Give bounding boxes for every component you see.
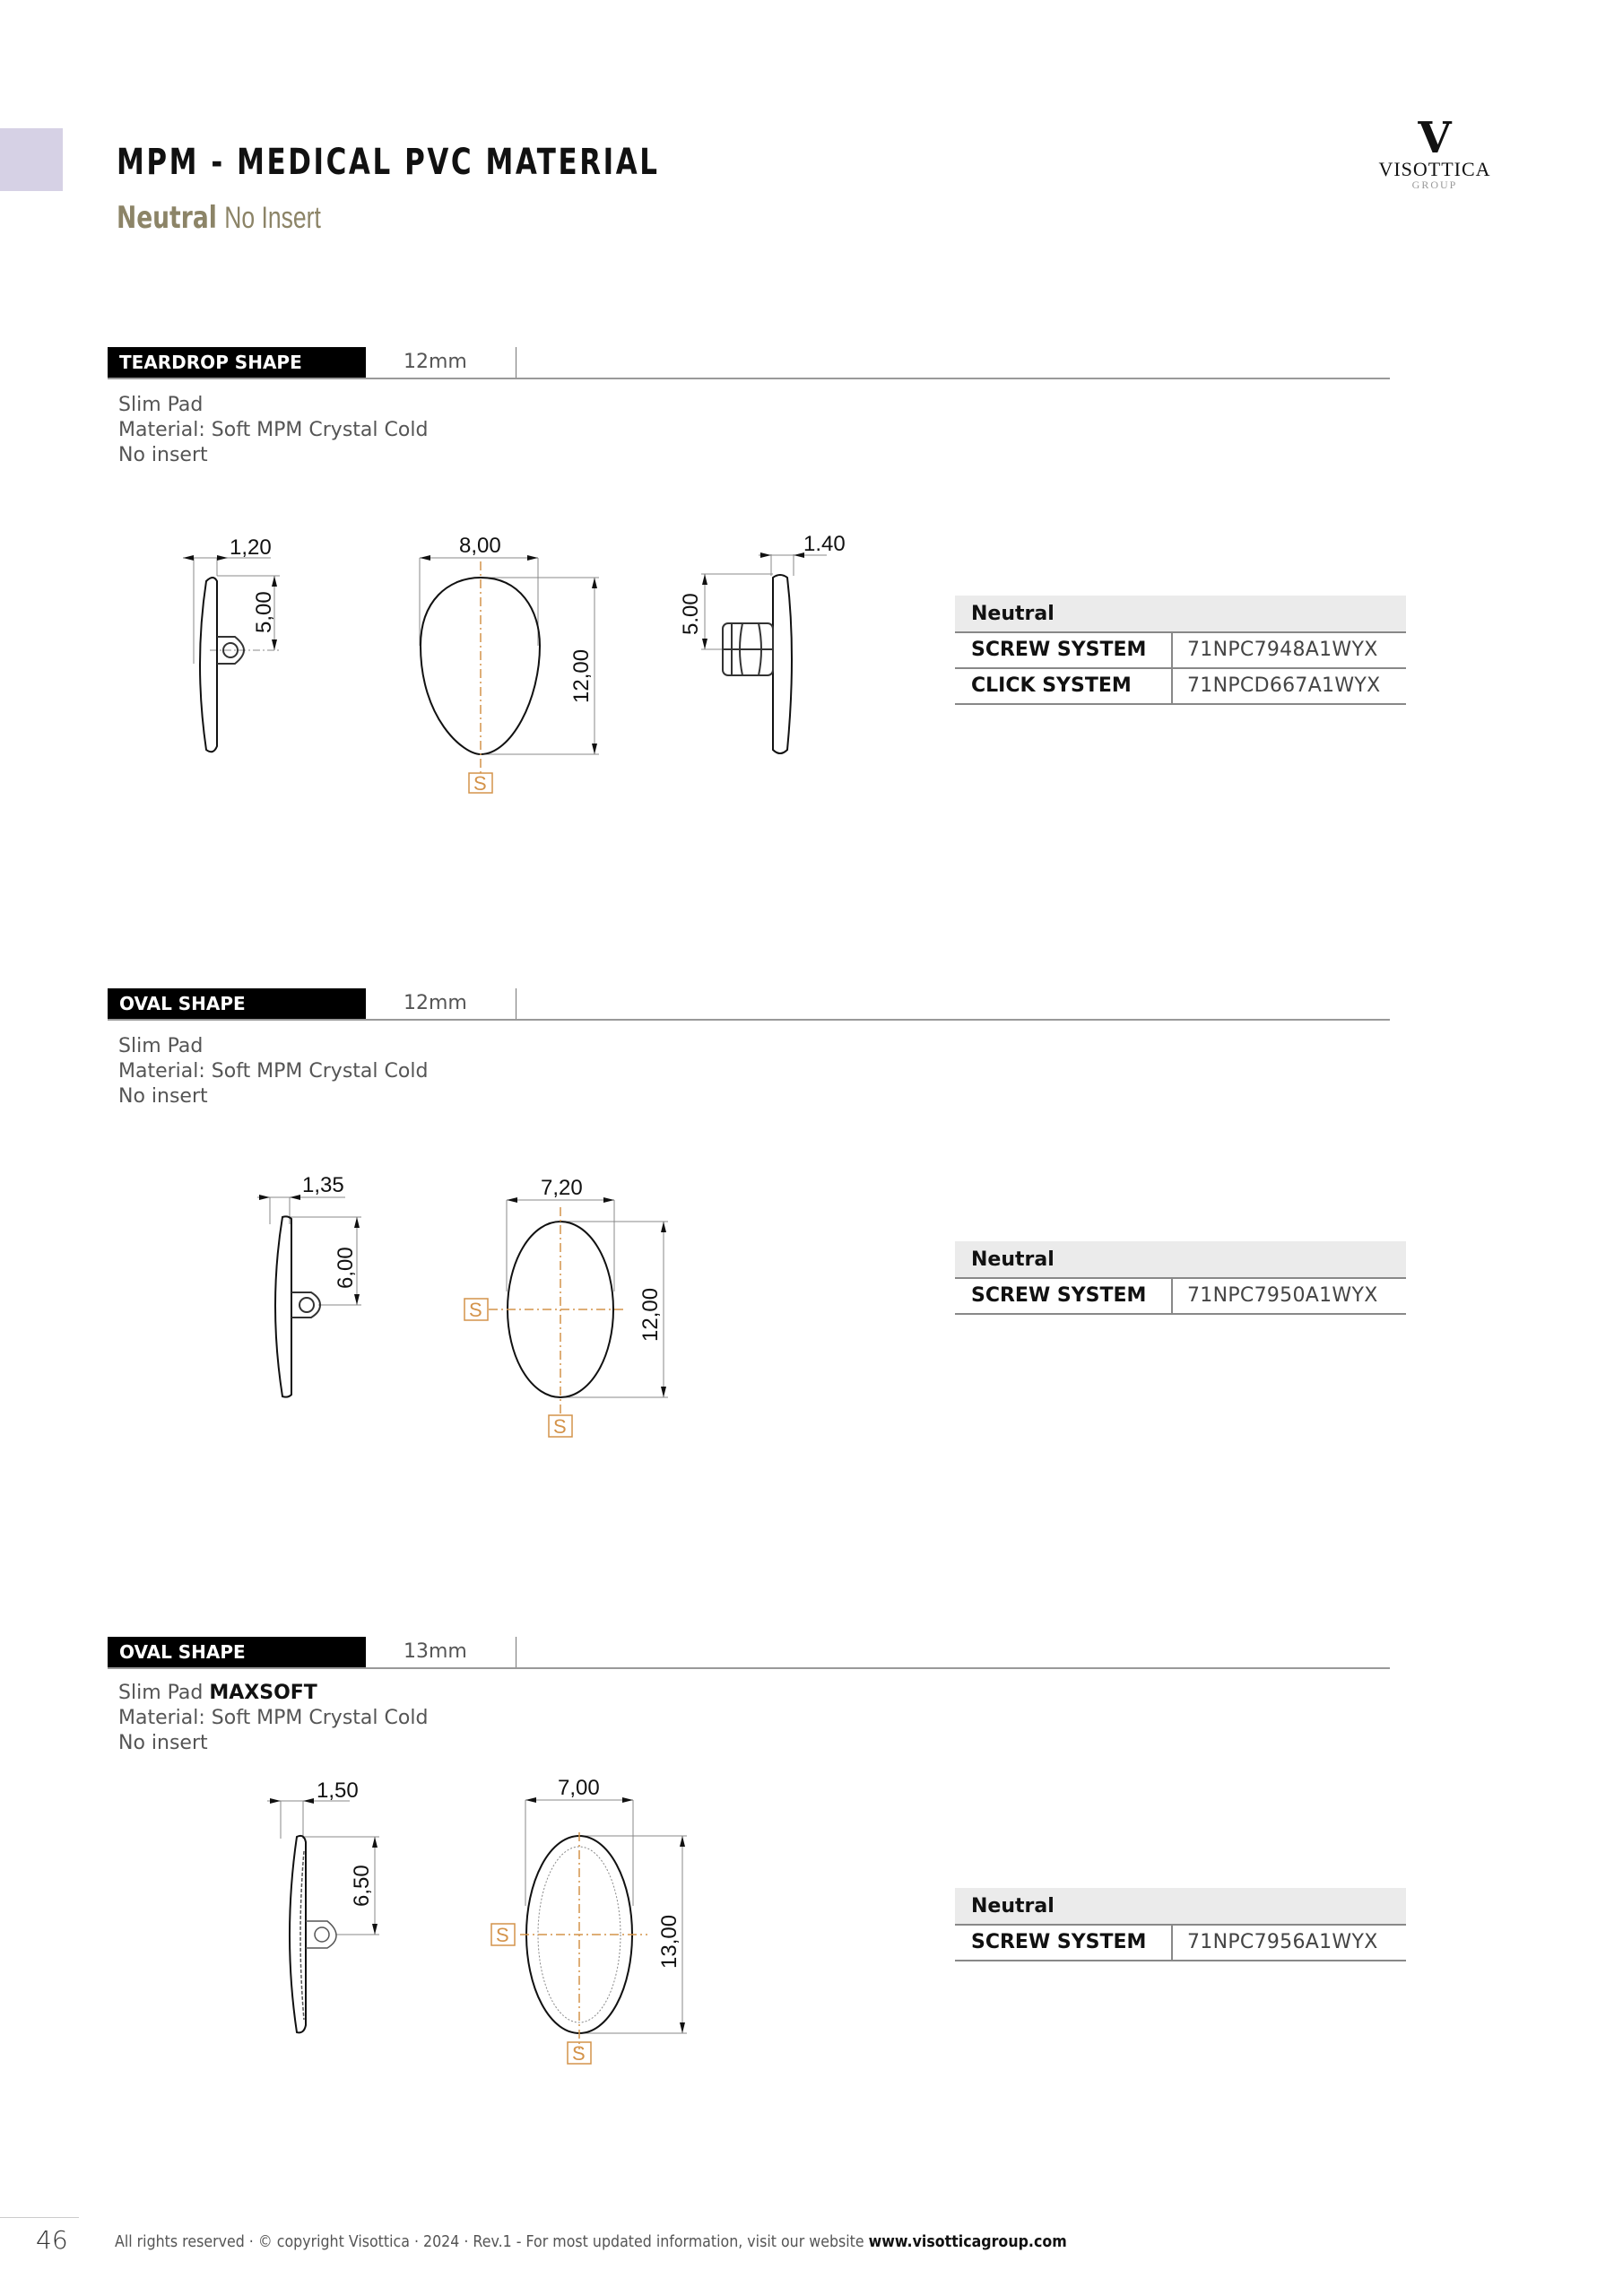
section-description (118, 1681, 428, 1756)
page-title: MPM - MEDICAL PVC MATERIAL (117, 142, 660, 183)
spec-table-oval-12 (955, 1241, 1406, 1315)
insert: No insert (118, 1085, 208, 1108)
material: Material: Soft MPM Crystal Cold (118, 1060, 429, 1083)
pad-type: Slim Pad (118, 1035, 204, 1057)
footer-text: All rights reserved · © copyright Visottica · 2024 · Rev.1 - For most updated information, visit our website (115, 2232, 869, 2251)
section-size: 12mm (404, 992, 467, 1014)
table-row (955, 669, 1406, 705)
page-subtitle (117, 200, 321, 236)
footer-rule (0, 2217, 79, 2218)
insert: No insert (118, 1732, 208, 1754)
section-size: 13mm (404, 1640, 467, 1663)
s-marker: S (572, 2042, 586, 2065)
system-type: SCREW SYSTEM (955, 1279, 1173, 1313)
material: Material: Soft MPM Crystal Cold (118, 419, 429, 441)
insert: No insert (118, 444, 208, 466)
dim-click-height: 5.00 (679, 593, 703, 635)
system-type: CLICK SYSTEM (955, 669, 1173, 703)
section-rule (108, 378, 1390, 379)
s-marker: S (496, 1924, 509, 1946)
dim-front-height: 13,00 (657, 1914, 681, 1969)
dim-front-height: 12,00 (638, 1287, 663, 1342)
dim-side-thickness: 1,50 (317, 1779, 359, 1803)
dim-front-width: 8,00 (459, 534, 501, 558)
page-number: 46 (36, 2225, 68, 2255)
pad-type: Slim Pad (118, 1682, 204, 1704)
oval13-side-view-drawing (265, 1779, 390, 2054)
s-marker: S (469, 1299, 482, 1321)
table-row (955, 1279, 1406, 1315)
s-marker: S (553, 1415, 567, 1438)
pad-variant: MAXSOFT (209, 1682, 317, 1704)
teardrop-side-view-drawing (170, 535, 305, 771)
page-tab-marker (0, 128, 63, 191)
logo-mark-icon: V (1418, 113, 1452, 163)
website-link[interactable]: www.visotticagroup.com (868, 2232, 1067, 2251)
logo-name: VISOTTICA (1378, 158, 1491, 180)
dim-side-thickness: 1,35 (302, 1173, 344, 1197)
dim-side-height: 6,00 (334, 1247, 358, 1289)
product-code: 71NPC7956A1WYX (1187, 1931, 1378, 1953)
footer-copyright (115, 2232, 1067, 2251)
oval12-side-view-drawing (256, 1173, 381, 1413)
subtitle-insert: No Insert (224, 201, 321, 235)
product-code: 71NPC7948A1WYX (1187, 639, 1378, 661)
section-shape-label: OVAL SHAPE (108, 1637, 366, 1667)
product-code: 71NPC7950A1WYX (1187, 1284, 1378, 1307)
table-row (955, 1926, 1406, 1961)
logo-group: GROUP (1411, 178, 1458, 191)
pad-type: Slim Pad (118, 394, 204, 416)
product-code: 71NPCD667A1WYX (1187, 674, 1381, 697)
dim-front-width: 7,20 (541, 1176, 583, 1200)
dim-side-height: 6,50 (350, 1865, 374, 1907)
visottica-logo (1376, 113, 1493, 202)
spec-table-oval-13 (955, 1888, 1406, 1961)
s-marker: S (473, 772, 487, 795)
teardrop-click-view-drawing (664, 529, 879, 771)
section-rule (108, 1019, 1390, 1021)
table-row (955, 633, 1406, 669)
spec-table-header: Neutral (955, 1888, 1406, 1926)
dim-front-height: 12,00 (569, 648, 594, 703)
section-rule (108, 1667, 1390, 1669)
section-shape-label: OVAL SHAPE (108, 988, 366, 1019)
oval12-front-view-drawing (453, 1175, 686, 1462)
dim-side-thickness: 1,20 (230, 535, 272, 560)
section-size: 12mm (404, 351, 467, 373)
section-description (118, 1034, 428, 1109)
teardrop-front-view-drawing (412, 534, 628, 807)
system-type: SCREW SYSTEM (955, 633, 1173, 667)
spec-table-teardrop-12 (955, 596, 1406, 705)
subtitle-variant: Neutral (117, 200, 217, 236)
section-description (118, 393, 428, 468)
spec-table-header: Neutral (955, 1241, 1406, 1279)
oval13-front-view-drawing (475, 1776, 708, 2085)
dim-side-height: 5,00 (252, 591, 276, 633)
material: Material: Soft MPM Crystal Cold (118, 1707, 429, 1729)
system-type: SCREW SYSTEM (955, 1926, 1173, 1960)
dim-front-width: 7,00 (558, 1776, 600, 1800)
dim-click-thickness: 1.40 (803, 532, 846, 556)
spec-table-header: Neutral (955, 596, 1406, 633)
section-shape-label: TEARDROP SHAPE (108, 347, 366, 378)
